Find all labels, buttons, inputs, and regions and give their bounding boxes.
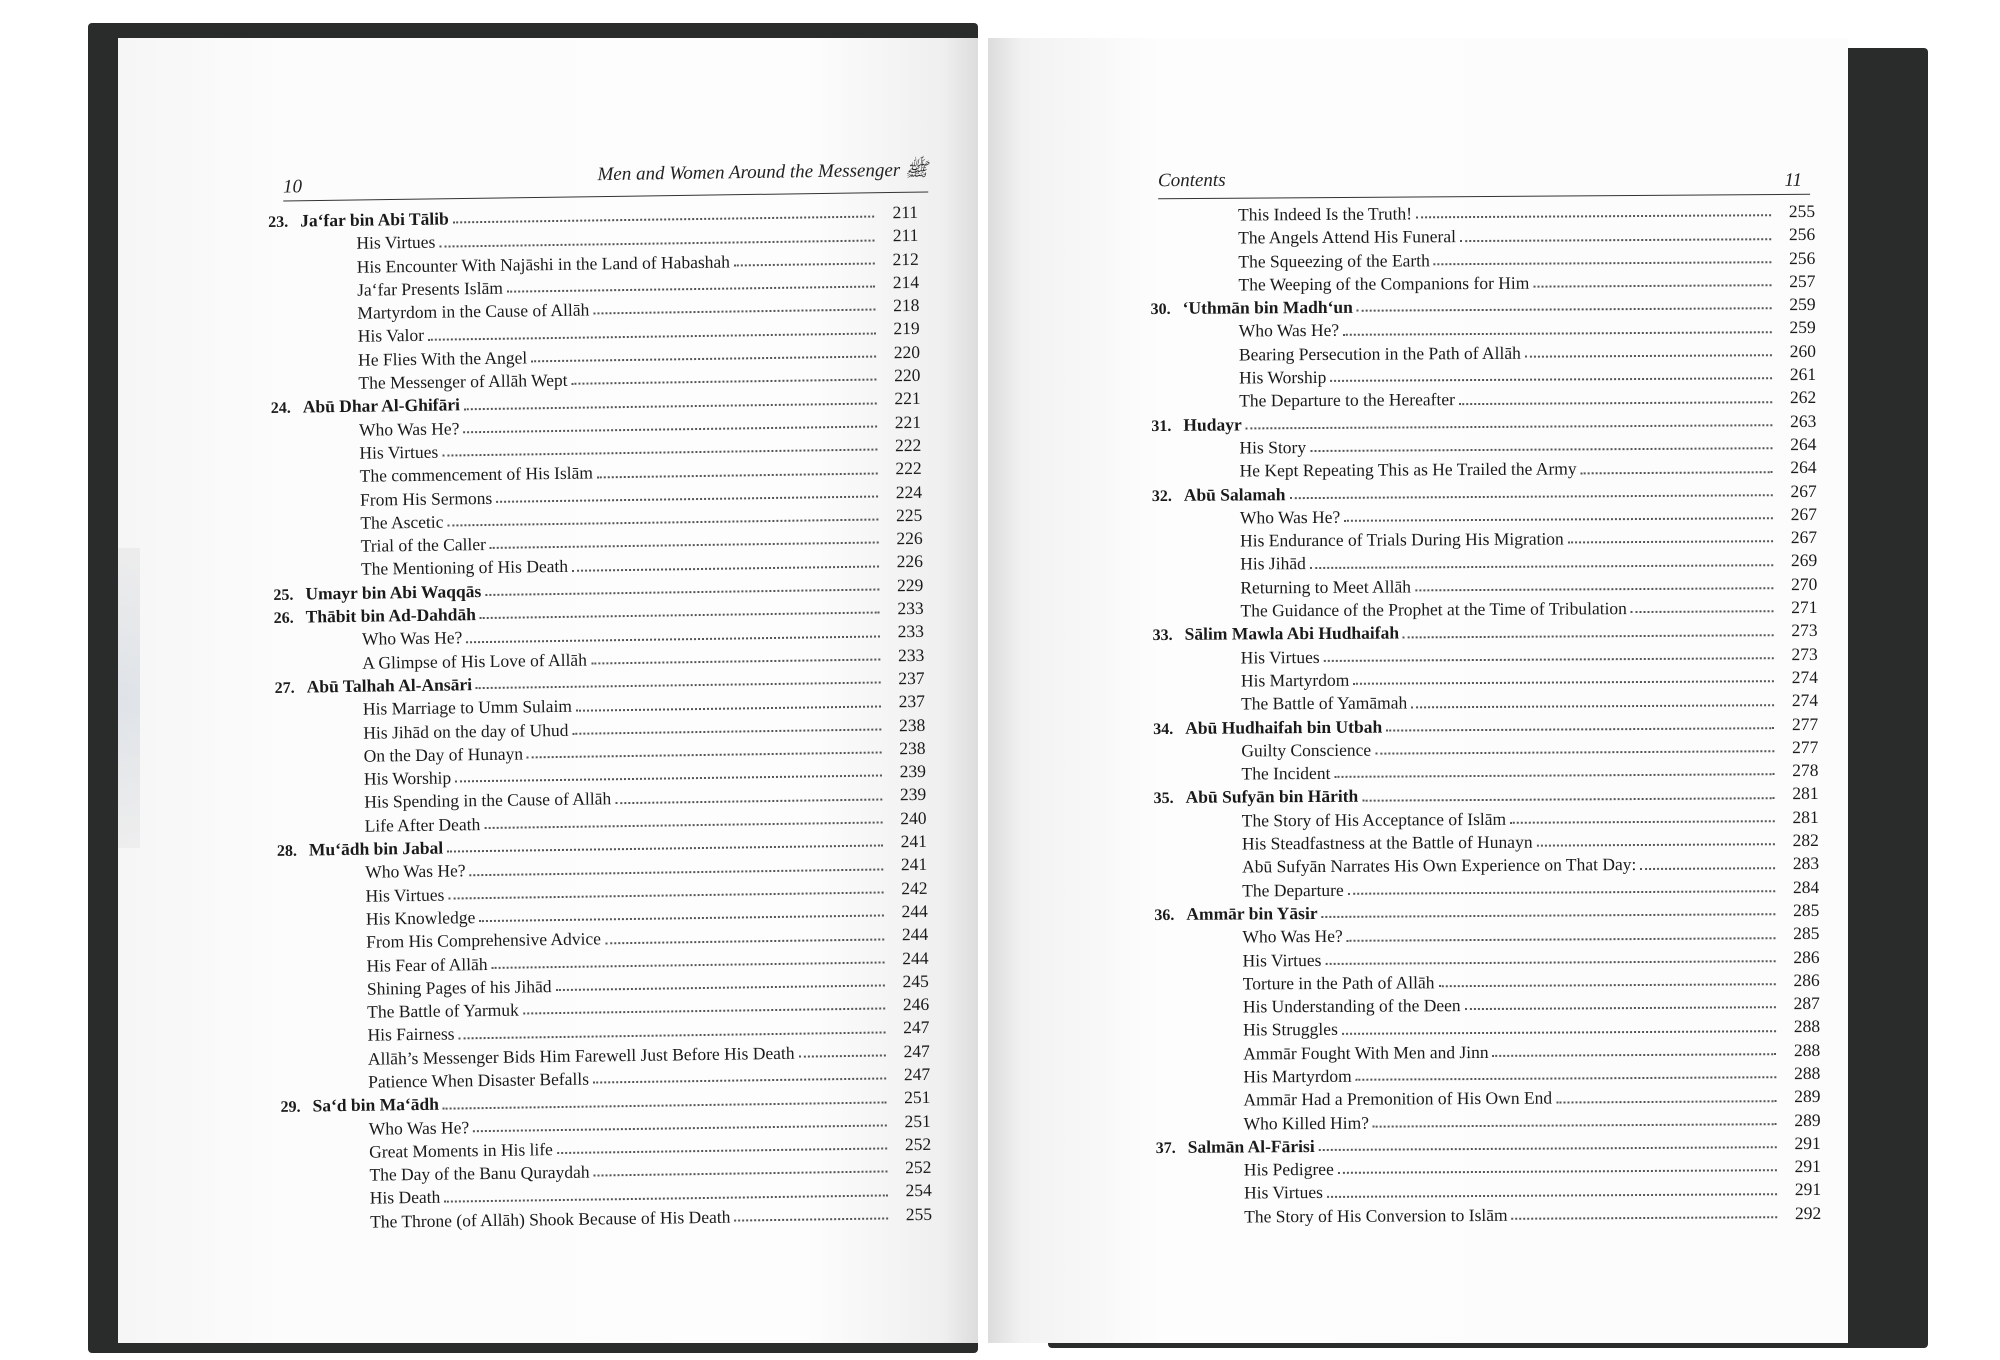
entry-page-number: 240 xyxy=(900,807,927,828)
entry-page-number: 255 xyxy=(905,1203,933,1224)
dot-leader xyxy=(593,308,875,315)
right-page xyxy=(988,38,1848,1343)
dot-leader xyxy=(492,960,885,968)
dot-leader xyxy=(447,844,883,853)
entry-page-number: 264 xyxy=(1790,457,1817,478)
entry-page-number: 247 xyxy=(903,1040,930,1061)
entry-title: Sa‘d bin Ma‘ādh xyxy=(312,1093,440,1116)
dot-leader xyxy=(1362,796,1774,802)
open-book xyxy=(88,8,1928,1360)
dot-leader xyxy=(484,820,882,829)
chapter-number: 37. xyxy=(1155,1139,1176,1157)
dot-leader xyxy=(1640,866,1775,870)
entry-page-number: 218 xyxy=(893,295,920,316)
entry-title: Abū Talhah Al-Ansāri xyxy=(306,674,473,697)
dot-leader xyxy=(1334,773,1774,779)
dot-leader xyxy=(1289,493,1772,499)
entry-title: Ja‘far Presents Islām xyxy=(356,277,504,300)
entry-title: His Story xyxy=(1239,437,1307,458)
entry-page-number: 211 xyxy=(892,225,919,246)
dot-leader xyxy=(1319,1145,1777,1151)
dot-leader xyxy=(1310,446,1772,452)
entry-title: The Incident xyxy=(1241,763,1331,784)
entry-page-number: 267 xyxy=(1790,503,1817,524)
dot-leader xyxy=(576,704,881,711)
entry-title: From His Sermons xyxy=(359,487,493,510)
entry-page-number: 288 xyxy=(1793,1039,1821,1060)
entry-page-number: 221 xyxy=(894,411,922,432)
entry-title: His Worship xyxy=(1239,367,1327,388)
dot-leader xyxy=(466,634,880,643)
dot-leader xyxy=(734,261,875,266)
dot-leader xyxy=(428,331,876,340)
entry-title: Ammār Fought With Men and Jinn xyxy=(1243,1041,1489,1064)
entry-title: His Virtues xyxy=(359,441,439,463)
entry-title: The commencement of His Islām xyxy=(359,462,594,487)
entry-page-number: 226 xyxy=(896,551,924,572)
entry-title: Great Moments in His life xyxy=(369,1138,553,1162)
dot-leader xyxy=(444,1193,888,1202)
entry-title: His Virtues xyxy=(365,884,445,906)
entry-title: Abū Sufyān bin Hārith xyxy=(1185,786,1359,808)
entry-title: The Story of His Acceptance of Islām xyxy=(1241,808,1507,831)
dot-leader xyxy=(1631,610,1774,614)
dot-leader xyxy=(496,494,878,502)
dot-leader xyxy=(1512,1215,1778,1220)
entry-page-number: 241 xyxy=(900,854,928,875)
page-number: 10 xyxy=(282,176,303,198)
entry-page-number: 271 xyxy=(1791,596,1818,618)
entry-page-number: 255 xyxy=(1788,200,1816,222)
entry-page-number: 283 xyxy=(1792,853,1820,874)
entry-page-number: 273 xyxy=(1791,643,1818,664)
dot-leader xyxy=(593,1077,886,1084)
dot-leader xyxy=(476,681,881,690)
entry-page-number: 278 xyxy=(1792,760,1819,781)
entry-page-number: 239 xyxy=(899,784,927,805)
entry-page-number: 246 xyxy=(902,993,930,1015)
dot-leader xyxy=(1344,516,1773,522)
chapter-number: 32. xyxy=(1151,487,1172,505)
table-of-contents-right xyxy=(1150,200,1821,1229)
entry-title: His Fairness xyxy=(367,1023,455,1046)
entry-page-number: 233 xyxy=(897,621,925,642)
dot-leader xyxy=(1327,1192,1777,1198)
entry-page-number: 263 xyxy=(1790,410,1817,431)
entry-title: ‘Uthmān bin Madh‘un xyxy=(1182,296,1353,318)
dot-leader xyxy=(557,1147,887,1155)
entry-page-number: 262 xyxy=(1789,387,1817,408)
dot-leader xyxy=(459,1030,886,1039)
entry-page-number: 292 xyxy=(1794,1202,1822,1223)
entry-title: Shining Pages of his Jihād xyxy=(366,975,552,999)
chapter-number: 35. xyxy=(1153,790,1174,808)
chapter-number: 23. xyxy=(268,213,289,231)
dot-leader xyxy=(1459,400,1772,405)
chapter-number: 26. xyxy=(273,609,294,628)
dot-leader xyxy=(490,541,879,549)
entry-title: His Martyrdom xyxy=(1240,669,1350,691)
entry-page-number: 274 xyxy=(1791,690,1819,711)
entry-page-number: 251 xyxy=(904,1110,931,1131)
entry-page-number: 282 xyxy=(1792,829,1819,851)
entry-title: The Battle of Yamāmah xyxy=(1240,692,1408,714)
entry-page-number: 270 xyxy=(1791,573,1818,594)
entry-title: His Struggles xyxy=(1242,1019,1338,1040)
dot-leader xyxy=(439,238,874,247)
chapter-number: 33. xyxy=(1152,627,1173,645)
dot-leader xyxy=(572,727,881,734)
entry-page-number: 289 xyxy=(1794,1109,1821,1130)
dot-leader xyxy=(1338,1169,1777,1175)
entry-page-number: 225 xyxy=(895,504,923,526)
entry-page-number: 233 xyxy=(897,644,925,665)
dot-leader xyxy=(1324,656,1774,662)
entry-title: Who Was He? xyxy=(368,1116,470,1139)
dot-leader xyxy=(605,937,884,944)
entry-page-number: 287 xyxy=(1793,993,1820,1014)
entry-page-number: 251 xyxy=(904,1087,931,1108)
entry-page-number: 285 xyxy=(1793,923,1820,944)
dot-leader xyxy=(734,1217,888,1222)
entry-title: His Martyrdom xyxy=(1243,1065,1352,1087)
entry-title: Ja‘far bin Abi Tālib xyxy=(300,208,449,231)
chapter-number: 34. xyxy=(1153,720,1174,738)
entry-page-number: 291 xyxy=(1794,1179,1822,1200)
entry-page-number: 291 xyxy=(1794,1132,1821,1153)
dot-leader xyxy=(1343,330,1772,336)
entry-page-number: 238 xyxy=(899,737,926,759)
dot-leader xyxy=(1325,959,1775,965)
entry-title: The Departure xyxy=(1242,879,1344,901)
dot-leader xyxy=(1342,1029,1776,1035)
entry-title: A Glimpse of His Love of Allāh xyxy=(362,649,588,673)
entry-title: The Angels Attend His Funeral xyxy=(1238,226,1457,248)
entry-title: Martyrdom in the Cause of Allāh xyxy=(357,299,590,323)
dot-leader xyxy=(463,424,877,433)
running-title: Men and Women Around the Messenger ﷺ xyxy=(597,159,929,186)
entry-title: His Jihād on the day of Uhud xyxy=(363,719,569,743)
dot-leader xyxy=(1434,260,1772,265)
entry-title: This Indeed Is the Truth! xyxy=(1238,203,1413,225)
dot-leader xyxy=(1373,1122,1777,1127)
entry-page-number: 241 xyxy=(900,830,928,852)
dot-leader xyxy=(1581,470,1773,474)
entry-title: Trial of the Caller xyxy=(360,534,487,556)
entry-title: Life After Death xyxy=(364,813,481,836)
chapter-number: 25. xyxy=(273,586,294,604)
entry-title: Hudayr xyxy=(1183,414,1242,435)
entry-title: On the Day of Hunayn xyxy=(363,743,524,766)
dot-leader xyxy=(470,867,884,876)
entry-title: His Virtues xyxy=(1242,949,1322,970)
dot-leader xyxy=(1322,912,1776,918)
left-page xyxy=(118,38,978,1343)
dot-leader xyxy=(1460,237,1771,242)
entry-page-number: 286 xyxy=(1793,969,1820,990)
dot-leader xyxy=(1403,633,1774,638)
entry-title: The Throne (of Allāh) Shook Because of His Death xyxy=(369,1206,731,1232)
entry-page-number: 257 xyxy=(1789,270,1816,291)
entry-page-number: 224 xyxy=(895,481,923,502)
entry-page-number: 238 xyxy=(898,714,926,735)
entry-page-number: 237 xyxy=(898,667,925,689)
entry-page-number: 277 xyxy=(1792,736,1819,757)
dot-leader xyxy=(447,518,878,527)
dot-leader xyxy=(523,1007,885,1015)
chapter-number: 29. xyxy=(280,1098,301,1117)
entry-page-number: 277 xyxy=(1791,713,1819,734)
entry-page-number: 245 xyxy=(902,970,929,992)
running-title: Contents xyxy=(1157,169,1226,192)
entry-title: Guilty Conscience xyxy=(1241,739,1372,761)
entry-title: The Day of the Banu Quraydah xyxy=(369,1161,590,1185)
entry-page-number: 247 xyxy=(903,1017,930,1038)
entry-title: His Encounter With Najāshi in the Land of Habashah xyxy=(356,251,731,277)
dot-leader xyxy=(480,611,880,620)
chapter-number: 30. xyxy=(1150,301,1171,319)
dot-leader xyxy=(1510,819,1775,824)
entry-page-number: 222 xyxy=(894,434,922,456)
dot-leader xyxy=(1330,377,1772,383)
entry-title: Who Was He? xyxy=(361,627,463,650)
entry-title: His Valor xyxy=(357,325,425,347)
chapter-number: 36. xyxy=(1154,906,1175,924)
entry-page-number: 285 xyxy=(1793,899,1820,920)
entry-page-number: 289 xyxy=(1794,1086,1821,1107)
entry-title: Abū Hudhaifah bin Utbah xyxy=(1185,716,1383,738)
entry-title: His Spending in the Cause of Allāh xyxy=(364,788,612,813)
entry-page-number: 214 xyxy=(892,271,920,293)
dot-leader xyxy=(527,751,882,759)
entry-page-number: 256 xyxy=(1789,247,1816,268)
entry-title: He Flies With the Angel xyxy=(357,347,528,370)
entry-title: Who Was He? xyxy=(365,860,466,883)
entry-title: Who Was He? xyxy=(1242,926,1343,947)
dot-leader xyxy=(1537,843,1775,847)
entry-title: His Worship xyxy=(363,767,452,789)
table-of-contents-left xyxy=(268,201,932,1235)
entry-title: The Weeping of the Companions for Him xyxy=(1238,272,1530,295)
entry-title: The Squeezing of the Earth xyxy=(1238,249,1430,272)
chapter-number: 27. xyxy=(274,679,295,697)
dot-leader xyxy=(572,564,879,571)
entry-page-number: 247 xyxy=(903,1063,931,1085)
entry-page-number: 260 xyxy=(1789,340,1816,361)
entry-title: Salmān Al-Fārisi xyxy=(1187,1135,1315,1157)
entry-title: Who Killed Him? xyxy=(1243,1112,1370,1134)
entry-title: His Pedigree xyxy=(1243,1159,1334,1180)
entry-title: His Fear of Allāh xyxy=(366,953,488,976)
entry-page-number: 220 xyxy=(893,364,921,386)
page-number: 11 xyxy=(1784,169,1803,191)
dot-leader xyxy=(1353,679,1774,685)
entry-title: Mu‘ādh bin Jabal xyxy=(308,837,444,860)
entry-title: His Death xyxy=(369,1187,441,1209)
entry-page-number: 288 xyxy=(1794,1062,1821,1084)
entry-page-number: 239 xyxy=(899,760,927,782)
entry-title: The Battle of Yarmuk xyxy=(367,999,519,1022)
dot-leader xyxy=(594,1170,888,1177)
dot-leader xyxy=(1386,726,1774,731)
dot-leader xyxy=(443,1100,887,1109)
entry-page-number: 252 xyxy=(905,1157,932,1178)
entry-page-number: 237 xyxy=(898,691,926,712)
dot-leader xyxy=(1568,540,1773,544)
dot-leader xyxy=(1439,982,1776,987)
dot-leader xyxy=(615,797,882,804)
left-page-header xyxy=(283,153,928,201)
entry-page-number: 274 xyxy=(1791,666,1818,688)
entry-title: The Departure to the Hereafter xyxy=(1239,389,1455,411)
entry-title: Sālim Mawla Abi Hudhaifah xyxy=(1184,622,1400,645)
entry-page-number: 284 xyxy=(1792,876,1820,897)
entry-page-number: 221 xyxy=(894,388,921,409)
entry-page-number: 288 xyxy=(1793,1016,1821,1037)
entry-page-number: 220 xyxy=(893,341,921,363)
dot-leader xyxy=(507,285,875,293)
entry-page-number: 226 xyxy=(896,528,923,549)
dot-leader xyxy=(1357,307,1772,313)
dot-leader xyxy=(479,914,884,923)
dot-leader xyxy=(464,401,877,410)
entry-page-number: 242 xyxy=(901,877,928,898)
entry-title: The Messenger of Allāh Wept xyxy=(358,369,568,393)
dot-leader xyxy=(1533,283,1771,287)
entry-page-number: 264 xyxy=(1790,433,1817,455)
entry-page-number: 259 xyxy=(1789,294,1816,315)
entry-title: Abū Sufyān Narrates His Own Experience on That Day: xyxy=(1241,854,1637,877)
entry-page-number: 211 xyxy=(892,201,919,223)
entry-page-number: 212 xyxy=(892,248,919,269)
page-edge-shadow xyxy=(118,548,140,848)
entry-title: Allāh’s Messenger Bids Him Farewell Just Before His Death xyxy=(367,1042,795,1069)
right-page-header xyxy=(1158,156,1810,200)
entry-page-number: 254 xyxy=(905,1180,932,1201)
entry-title: His Marriage to Umm Sulaim xyxy=(362,696,573,719)
dot-leader xyxy=(1348,889,1775,895)
entry-title: From His Comprehensive Advice xyxy=(366,928,602,952)
entry-page-number: 269 xyxy=(1790,550,1818,571)
entry-title: Who Was He? xyxy=(358,418,460,440)
dot-leader xyxy=(1411,703,1774,708)
dot-leader xyxy=(1415,586,1773,591)
entry-title: Returning to Meet Allāh xyxy=(1240,576,1412,598)
entry-page-number: 273 xyxy=(1791,620,1818,641)
dot-leader xyxy=(1310,563,1773,569)
toc-section-entry xyxy=(1156,1202,1821,1229)
entry-title: Thābit bin Ad-Dahdāh xyxy=(305,604,477,627)
entry-page-number: 291 xyxy=(1794,1156,1821,1177)
dot-leader xyxy=(1493,1052,1777,1057)
entry-title: His Endurance of Trials During His Migration xyxy=(1239,528,1564,551)
entry-page-number: 281 xyxy=(1792,783,1819,804)
entry-title: The Ascetic xyxy=(360,511,444,533)
entry-title: His Jihād xyxy=(1240,553,1306,574)
dot-leader xyxy=(572,378,877,385)
entry-title: His Virtues xyxy=(1240,646,1320,668)
entry-page-number: 229 xyxy=(896,574,924,596)
dot-leader xyxy=(448,890,883,899)
dot-leader xyxy=(1375,749,1774,754)
entry-title: Ammār bin Yāsir xyxy=(1186,902,1318,924)
entry-page-number: 267 xyxy=(1790,527,1818,548)
entry-page-number: 244 xyxy=(902,947,929,968)
entry-title: His Steadfastness at the Battle of Hunayn xyxy=(1241,831,1533,854)
dot-leader xyxy=(799,1053,886,1057)
dot-leader xyxy=(1347,936,1776,942)
entry-title: His Virtues xyxy=(356,231,436,254)
entry-page-number: 252 xyxy=(904,1133,932,1155)
entry-page-number: 286 xyxy=(1793,946,1820,967)
entry-page-number: 233 xyxy=(897,597,924,619)
dot-leader xyxy=(531,355,876,363)
entry-title: The Guidance of the Prophet at the Time of Tribulation xyxy=(1240,598,1627,621)
entry-title: Bearing Persecution in the Path of Allāh xyxy=(1238,342,1521,365)
entry-title: The Story of His Conversion to Islām xyxy=(1244,1204,1508,1227)
entry-page-number: 267 xyxy=(1790,480,1817,501)
dot-leader xyxy=(1356,1075,1777,1081)
dot-leader xyxy=(597,471,878,478)
entry-title: Abū Salamah xyxy=(1183,483,1286,505)
entry-page-number: 256 xyxy=(1788,224,1816,245)
dot-leader xyxy=(485,588,879,597)
entry-page-number: 244 xyxy=(901,924,929,945)
dot-leader xyxy=(453,215,874,224)
dot-leader xyxy=(455,774,882,783)
entry-title: Who Was He? xyxy=(1239,506,1341,528)
entry-title: He Kept Repeating This as He Trailed the Army xyxy=(1239,458,1577,481)
entry-title: His Understanding of the Deen xyxy=(1242,995,1461,1017)
entry-page-number: 281 xyxy=(1792,806,1819,827)
chapter-number: 31. xyxy=(1151,417,1172,435)
dot-leader xyxy=(556,984,885,992)
entry-title: Abū Dhar Al-Ghifāri xyxy=(302,394,461,417)
entry-page-number: 261 xyxy=(1789,364,1817,385)
dot-leader xyxy=(591,657,880,664)
entry-page-number: 219 xyxy=(893,318,920,339)
entry-title: His Knowledge xyxy=(365,907,476,929)
chapter-number: 28. xyxy=(276,842,298,860)
chapter-number: 24. xyxy=(270,400,291,418)
dot-leader xyxy=(1525,353,1772,358)
entry-page-number: 259 xyxy=(1789,317,1816,338)
dot-leader xyxy=(442,448,877,457)
entry-title: The Mentioning of His Death xyxy=(360,556,569,580)
entry-title: Torture in the Path of Allāh xyxy=(1242,972,1435,994)
entry-page-number: 222 xyxy=(895,458,922,479)
dot-leader xyxy=(1465,1006,1776,1011)
dot-leader xyxy=(1416,214,1771,219)
dot-leader xyxy=(1246,423,1773,429)
entry-title: Umayr bin Abi Waqqās xyxy=(305,580,482,604)
entry-title: Who Was He? xyxy=(1238,320,1340,341)
entry-title: His Virtues xyxy=(1243,1182,1323,1203)
entry-page-number: 244 xyxy=(901,900,928,922)
dot-leader xyxy=(1556,1099,1776,1103)
dot-leader xyxy=(473,1123,887,1132)
entry-title: Patience When Disaster Befalls xyxy=(368,1068,590,1092)
entry-title: Ammār Had a Premonition of His Own End xyxy=(1243,1087,1553,1110)
